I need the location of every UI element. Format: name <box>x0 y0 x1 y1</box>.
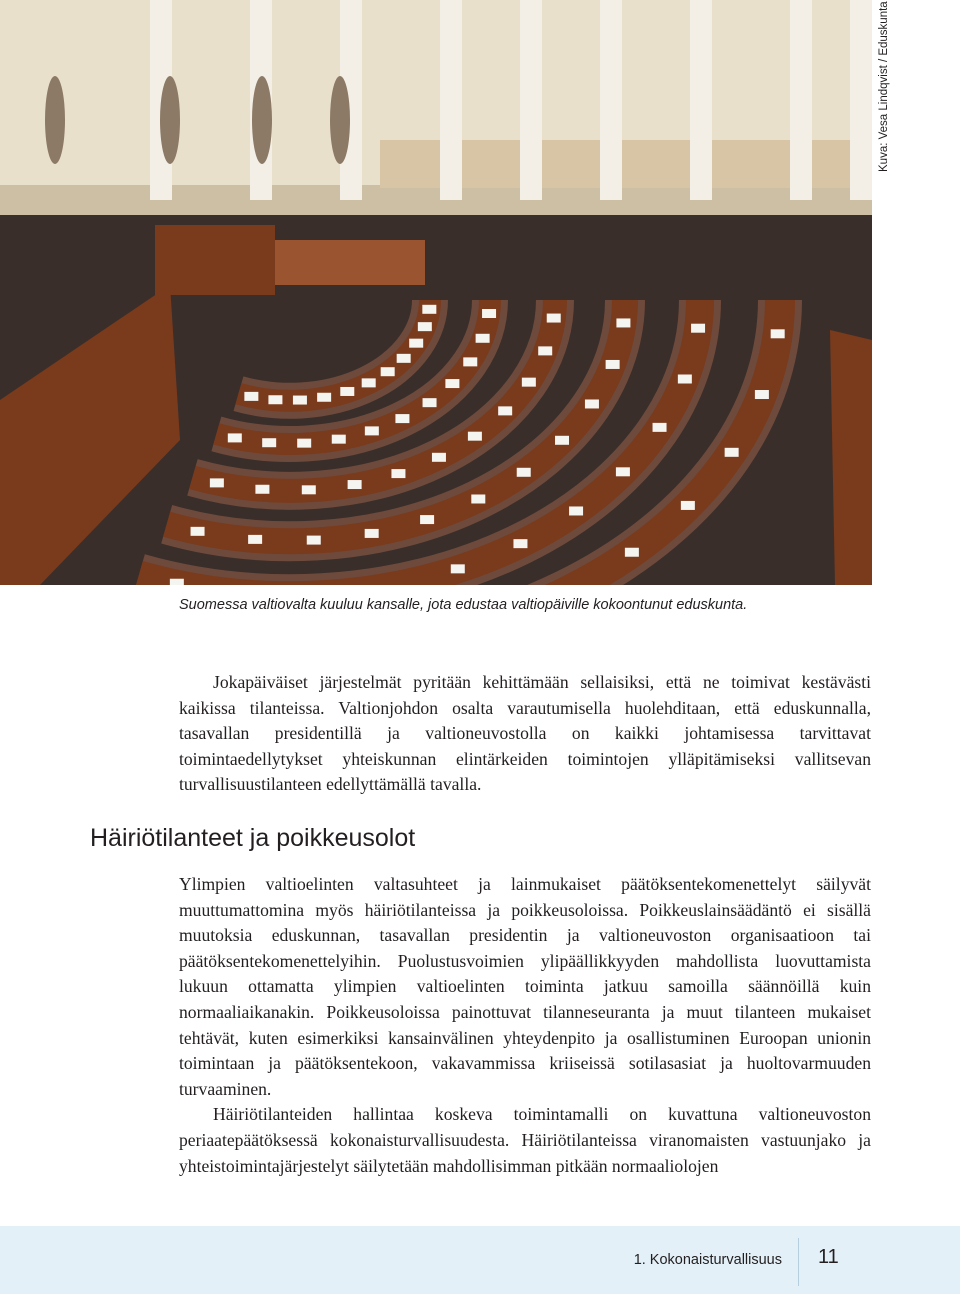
desk-paper <box>517 468 531 477</box>
desk-paper <box>468 432 482 441</box>
statue <box>252 76 272 164</box>
desk-paper <box>606 360 620 369</box>
desk-paper <box>348 480 362 489</box>
desk-paper <box>395 414 409 423</box>
section-heading: Häiriötilanteet ja poikkeusolot <box>90 824 416 852</box>
secretariat-desk <box>275 240 425 285</box>
desk-paper <box>423 398 437 407</box>
footer-section-title: 1. Kokonaisturvallisuus <box>633 1252 782 1268</box>
desk-paper <box>555 436 569 445</box>
desk-paper <box>678 375 692 384</box>
desk-paper <box>228 433 242 442</box>
desk-paper <box>409 339 423 348</box>
desk-paper <box>569 506 583 515</box>
speaker-podium <box>155 225 275 295</box>
photo-caption: Suomessa valtiovalta kuuluu kansalle, jota edustaa valtiopäiville kokoontunut eduskunta. <box>179 597 748 613</box>
column <box>520 0 542 200</box>
statue <box>330 76 350 164</box>
desk-paper <box>498 406 512 415</box>
page-footer <box>0 1226 960 1294</box>
desk-paper <box>482 309 496 318</box>
statue <box>160 76 180 164</box>
desk-paper <box>725 448 739 457</box>
desk-paper <box>755 390 769 399</box>
desk-paper <box>432 453 446 462</box>
desk-paper <box>365 426 379 435</box>
desk-paper <box>210 478 224 487</box>
desk-paper <box>616 318 630 327</box>
desk-paper <box>653 423 667 432</box>
plenary-hall-illustration <box>0 0 872 585</box>
desk-paper <box>255 485 269 494</box>
column <box>850 0 872 200</box>
wall-band <box>0 185 872 215</box>
section-paragraph-2: Häiriötilanteiden hallintaa koskeva toimintamalli on kuvattuna valtioneuvoston periaatepäätöksessä kokonaisturvallisuudesta. Häiriötilanteissa viranomaisten vastuunjako ja yhteistoimintajärjestelyt säilytetään mahdollisimman pitkään normaaliolojen <box>179 1104 871 1176</box>
desk-paper <box>307 536 321 545</box>
parliament-chamber-photo <box>0 0 872 585</box>
statue <box>45 76 65 164</box>
desk-paper <box>547 314 561 323</box>
photo-credit: Kuva: Vesa Lindqvist / Eduskunta <box>878 1 890 172</box>
desk-paper <box>268 395 282 404</box>
column <box>440 0 462 200</box>
column <box>790 0 812 200</box>
desk-paper <box>191 527 205 536</box>
desk-paper <box>340 387 354 396</box>
column <box>690 0 712 200</box>
desk-paper <box>262 438 276 447</box>
desk-paper <box>420 515 434 524</box>
desk-paper <box>513 539 527 548</box>
desk-paper <box>463 357 477 366</box>
desk-paper <box>522 378 536 387</box>
column <box>600 0 622 200</box>
desk-paper <box>445 379 459 388</box>
desk-paper <box>293 396 307 405</box>
desk-paper <box>365 529 379 538</box>
desk-paper <box>332 435 346 444</box>
desk-paper <box>397 354 411 363</box>
desk-paper <box>691 324 705 333</box>
desk-paper <box>451 564 465 573</box>
section-text <box>179 872 871 1179</box>
desk-paper <box>381 367 395 376</box>
intro-text <box>179 670 871 798</box>
desk-paper <box>170 579 184 585</box>
desk-paper <box>302 485 316 494</box>
desk-paper <box>422 305 436 314</box>
desk-paper <box>244 392 258 401</box>
desk-paper <box>681 501 695 510</box>
desk-paper <box>625 548 639 557</box>
desk-paper <box>616 467 630 476</box>
desk-paper <box>391 469 405 478</box>
desk-paper <box>476 334 490 343</box>
desk-paper <box>362 378 376 387</box>
desk-paper <box>317 393 331 402</box>
footer-divider <box>798 1238 799 1286</box>
desk-paper <box>538 346 552 355</box>
intro-paragraph: Jokapäiväiset järjestelmät pyritään kehittämään sellaisiksi, että ne toimivat kestävästi kaikissa tilanteissa. Valtionjohdon osalta varautumisella huolehditaan, että eduskunnalla, tasavallan presidentillä ja valtioneuvostolla on kaikki johtamisessa tarvittavat toimintaedellytykset yhteiskunnan elintärkeiden toimintojen ylläpitämiseksi vallitsevan turvallisuustilanteen edellyttämällä tavalla. <box>179 672 871 795</box>
desk-paper <box>471 494 485 503</box>
desk-paper <box>418 322 432 331</box>
desk-paper <box>585 399 599 408</box>
desk-paper <box>771 329 785 338</box>
desk-paper <box>248 535 262 544</box>
desk-paper <box>297 439 311 448</box>
right-wood-panel <box>830 330 872 585</box>
page-number: 11 <box>818 1246 839 1268</box>
section-paragraph-1: Ylimpien valtioelinten valtasuhteet ja lainmukaiset päätöksentekomenettelyt säilyvät muuttumattomina myös häiriötilanteissa ja poikkeusoloissa. Poikkeuslainsäädäntö ei sisällä muutoksia eduskunnan, tasavallan presidentin ja valtioneuvoston organisaatioon tai päätöksentekomenettelyihin. Puolustusvoimien ylipäällikkyyden mahdollista luovuttamista lukuun ottamatta ylimpien valtioelinten toiminta jatkuu samoilla säännöillä kuin normaaliaikanakin. Poikkeusoloissa painottuvat tilanneseuranta ja muut tilanteen mukaiset tehtävät, kuten esimerkiksi kansainvälinen yhteydenpito ja osallistuminen Euroopan unionin toimintaan ja päätöksentekoon, vakavammissa kriiseissä sotilasasiat ja huoltovarmuuden turvaaminen. <box>179 874 871 1099</box>
